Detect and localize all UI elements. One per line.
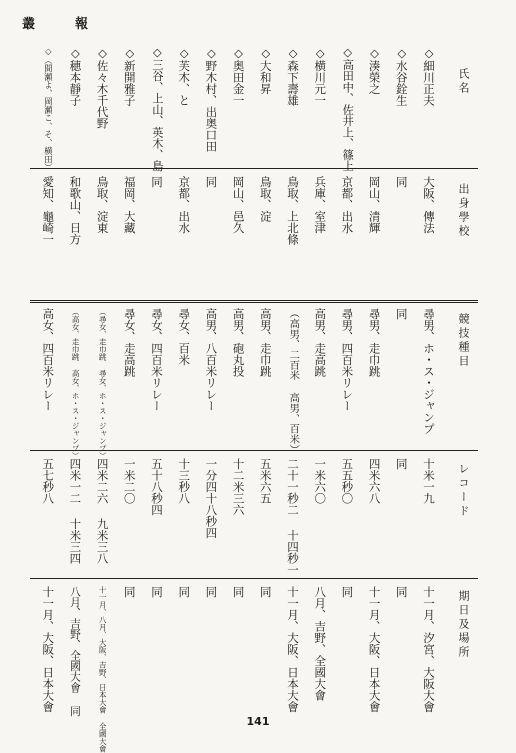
page-number: 141 [246, 715, 270, 728]
cell-name: ◇湊榮之 [367, 46, 382, 95]
cell-record: 十二米三六 [231, 458, 246, 516]
rule-1 [30, 168, 478, 169]
cell-record: 十米一九 [422, 458, 436, 504]
cell-date-place: 十一月、大阪、日本大會 [286, 586, 300, 713]
cell-event: 尋男、四百米リレー [340, 308, 355, 412]
cell-event: 高男、走巾跳 [258, 308, 273, 377]
cell-event: 尋女、四百米リレー [150, 308, 164, 412]
header-date-place: 期日及場所 [457, 590, 470, 660]
header-name: 氏名 [457, 68, 470, 96]
cell-date-place: 十一月、汐宮、大阪大會 [422, 586, 436, 713]
cell-school: 兵庫、室津 [313, 176, 328, 234]
cell-school: 同 [394, 176, 409, 188]
cell-school: 鳥取、淀東 [95, 176, 110, 234]
cell-record: 四米一二 十米三四 [68, 458, 83, 564]
cell-date-place: 同 [204, 586, 219, 598]
cell-record: 同 [394, 458, 409, 470]
cell-event: 同 [394, 308, 409, 320]
cell-school: 同 [150, 176, 164, 188]
cell-event: 尋女、走高跳 [122, 308, 137, 377]
cell-school: 大阪、傳法 [422, 176, 436, 234]
cell-event: 高男、走高跳 [313, 308, 328, 377]
cell-date-place: 同 [394, 586, 409, 598]
cell-school: 鳥取、淀 [258, 176, 273, 222]
cell-school: 岡山、清輝 [367, 176, 382, 234]
cell-event: 尋女、百米 [177, 308, 192, 366]
cell-school: 和歌山、日方 [68, 176, 83, 245]
cell-date-place: 十一月、大阪、日本大會 [41, 586, 56, 713]
cell-date-place: 同 [150, 586, 164, 598]
header-school: 出身學校 [457, 183, 470, 239]
cell-event: 高女、四百米リレー [41, 308, 56, 412]
cell-name: ◇横川元一 [313, 46, 328, 106]
cell-event: 高男、八百米リレー [204, 308, 219, 412]
cell-date-place: 同 [258, 586, 273, 598]
cell-date-place: 十一月、八月、大阪、吉野、日本大會 全國大會 [98, 586, 108, 753]
cell-record: 五米六五 [258, 458, 273, 504]
cell-date-place: 同 [340, 586, 355, 598]
cell-name: ◇奥田金一 [231, 46, 246, 106]
cell-school: 愛知、龜崎一 [41, 176, 56, 245]
cell-school: 京都、出水 [340, 176, 355, 234]
cell-record: 五七秒八 [41, 458, 56, 504]
cell-record: 一米二〇 [122, 458, 137, 504]
cell-name: ◇三谷、上山、英木、島 [150, 46, 164, 172]
cell-record: 四米二六 九米三八 [95, 458, 110, 564]
cell-school: 同 [204, 176, 219, 188]
cell-event: （高女、走巾跳 高女、ホ・ス・ジャンプ） [71, 308, 81, 460]
cell-record: 一分四十八秒四 [204, 458, 219, 539]
cell-date-place: 八月、吉野、全國大會 [313, 586, 328, 701]
cell-date-place: 同 [122, 586, 137, 598]
cell-name: ◇細川正夫 [422, 46, 436, 106]
cell-event: 尋男、ホ・ス・ジャンプ [422, 308, 436, 435]
header-record: レコード [457, 463, 470, 519]
cell-record: 二十一秒二 十四秒一 [286, 458, 300, 576]
cell-record: 四米六八 [367, 458, 382, 504]
cell-record: 五五秒〇 [340, 458, 355, 504]
cell-record: 五十八秒四 [150, 458, 164, 516]
cell-name: ◇佐々木千代野 [95, 46, 110, 129]
cell-name: ◇（間瀬よ、岡瀬こ、そ、横田） [43, 46, 54, 172]
rule-2 [30, 300, 478, 303]
cell-name: ◇穂本靜子 [68, 46, 83, 106]
cell-event: （高男、二百米 高男、百米） [287, 308, 300, 455]
cell-school: 福岡、大藏 [122, 176, 137, 234]
header-left: 叢 [22, 17, 38, 32]
cell-record: 十三秒八 [177, 458, 192, 504]
cell-name: ◇森下壽雄 [286, 46, 300, 106]
cell-date-place: 同 [177, 586, 192, 598]
header-event: 競技種目 [457, 313, 470, 369]
cell-school: 岡山、邑久 [231, 176, 246, 234]
cell-name: ◇水谷銓生 [394, 46, 409, 106]
rule-4 [30, 578, 478, 579]
cell-event: （尋女、走巾跳 尋女、ホ・ス・ジャンプ） [98, 308, 108, 460]
cell-name: ◇芙木、と [177, 46, 192, 106]
cell-school: 京都、出水 [177, 176, 192, 234]
cell-event: 尋男、走巾跳 [367, 308, 382, 377]
cell-date-place: 十一月、大阪、日本大會 [367, 586, 382, 713]
cell-name: ◇野木村、出奥口田 [204, 46, 219, 152]
cell-record: 一米六〇 [313, 458, 328, 504]
header-right: 報 [75, 17, 91, 32]
cell-date-place: 同 [231, 586, 246, 598]
cell-name: ◇高田中、佐井上、篠上 [341, 46, 355, 172]
running-header [22, 13, 90, 32]
cell-name: ◇大和昇 [258, 46, 273, 95]
cell-event: 高男、砲丸投 [231, 308, 246, 377]
cell-school: 鳥取、上北條 [286, 176, 300, 245]
cell-name: ◇新開雅子 [122, 46, 137, 106]
cell-date-place: 八月、吉野、全國大會 同 [68, 586, 82, 717]
